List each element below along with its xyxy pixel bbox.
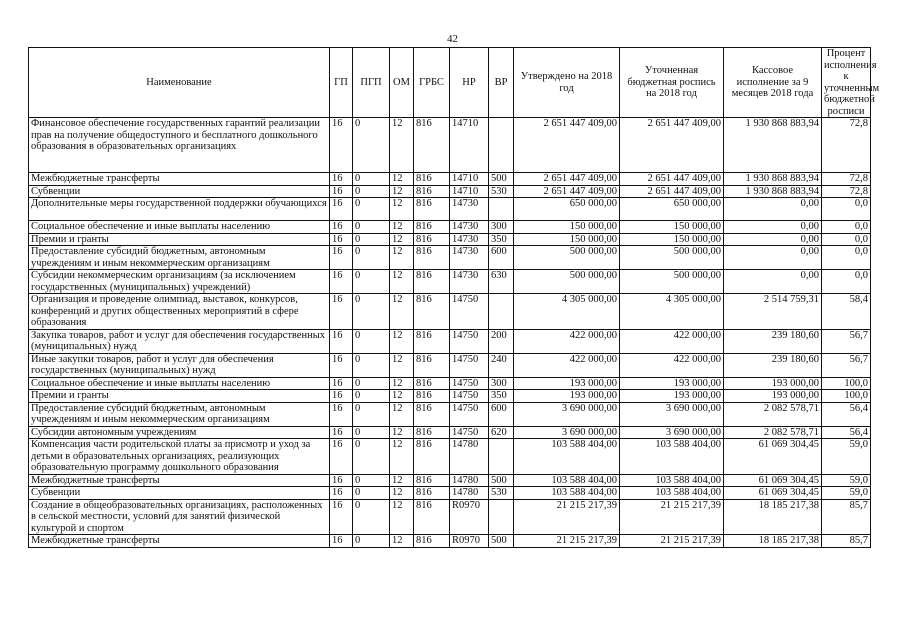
cell-nr: 14750 bbox=[450, 377, 489, 390]
cell-om: 12 bbox=[390, 270, 414, 294]
cell-nr: R0970 bbox=[450, 499, 489, 535]
header-name: Наименование bbox=[29, 48, 330, 118]
cell-executed: 61 069 304,45 bbox=[724, 439, 822, 475]
cell-pgp: 0 bbox=[353, 499, 390, 535]
cell-gp: 16 bbox=[330, 246, 353, 270]
table-row bbox=[29, 439, 871, 475]
cell-grbs: 816 bbox=[414, 474, 450, 487]
cell-refined: 4 305 000,00 bbox=[620, 294, 724, 330]
cell-name: Субсидии автономным учреждениям bbox=[29, 426, 330, 439]
cell-executed: 193 000,00 bbox=[724, 390, 822, 403]
cell-grbs: 816 bbox=[414, 294, 450, 330]
cell-name: Компенсация части родительской платы за присмотр и уход за детьми в образовательных организациях, реализующих образовательную программу дошкольного образования bbox=[29, 439, 330, 475]
cell-vr: 500 bbox=[489, 535, 514, 548]
cell-name: Закупка товаров, работ и услуг для обеспечения государственных (муниципальных) нужд bbox=[29, 329, 330, 353]
cell-approved: 103 588 404,00 bbox=[514, 439, 620, 475]
cell-pgp: 0 bbox=[353, 246, 390, 270]
cell-nr: 14730 bbox=[450, 221, 489, 234]
cell-approved: 422 000,00 bbox=[514, 353, 620, 377]
cell-pgp: 0 bbox=[353, 329, 390, 353]
cell-name: Межбюджетные трансферты bbox=[29, 173, 330, 186]
cell-nr: 14750 bbox=[450, 353, 489, 377]
cell-pgp: 0 bbox=[353, 185, 390, 198]
cell-executed: 193 000,00 bbox=[724, 377, 822, 390]
cell-vr: 350 bbox=[489, 390, 514, 403]
cell-gp: 16 bbox=[330, 233, 353, 246]
header-pgp: ПГП bbox=[353, 48, 390, 118]
cell-nr: 14780 bbox=[450, 474, 489, 487]
cell-refined: 103 588 404,00 bbox=[620, 474, 724, 487]
cell-pgp: 0 bbox=[353, 353, 390, 377]
table-row bbox=[29, 499, 871, 535]
cell-pgp: 0 bbox=[353, 426, 390, 439]
cell-name: Предоставление субсидий бюджетным, автономным учреждениям и иным некоммерческим организациям bbox=[29, 402, 330, 426]
cell-nr: 14730 bbox=[450, 233, 489, 246]
cell-grbs: 816 bbox=[414, 233, 450, 246]
cell-executed: 1 930 868 883,94 bbox=[724, 173, 822, 186]
cell-name: Субвенции bbox=[29, 487, 330, 500]
header-refined: Уточненная бюджетная роспись на 2018 год bbox=[620, 48, 724, 118]
cell-om: 12 bbox=[390, 198, 414, 221]
cell-refined: 500 000,00 bbox=[620, 246, 724, 270]
cell-vr bbox=[489, 118, 514, 173]
cell-grbs: 816 bbox=[414, 487, 450, 500]
cell-name: Премии и гранты bbox=[29, 390, 330, 403]
cell-om: 12 bbox=[390, 474, 414, 487]
cell-grbs: 816 bbox=[414, 329, 450, 353]
cell-vr: 530 bbox=[489, 185, 514, 198]
table-row bbox=[29, 535, 871, 548]
cell-pgp: 0 bbox=[353, 390, 390, 403]
cell-om: 12 bbox=[390, 329, 414, 353]
cell-executed: 239 180,60 bbox=[724, 329, 822, 353]
cell-nr: 14710 bbox=[450, 173, 489, 186]
cell-executed: 0,00 bbox=[724, 221, 822, 234]
table-row bbox=[29, 353, 871, 377]
cell-gp: 16 bbox=[330, 353, 353, 377]
cell-vr: 240 bbox=[489, 353, 514, 377]
cell-gp: 16 bbox=[330, 329, 353, 353]
cell-nr: 14780 bbox=[450, 487, 489, 500]
cell-nr: R0970 bbox=[450, 535, 489, 548]
cell-name: Предоставление субсидий бюджетным, автономным учреждениям и иным некоммерческим организациям bbox=[29, 246, 330, 270]
cell-percent: 0,0 bbox=[822, 198, 871, 221]
cell-nr: 14780 bbox=[450, 439, 489, 475]
cell-name: Субсидии некоммерческим организациям (за исключением государственных (муниципальных) учреждений) bbox=[29, 270, 330, 294]
cell-name: Социальное обеспечение и иные выплаты населению bbox=[29, 221, 330, 234]
header-om: ОМ bbox=[390, 48, 414, 118]
table-row bbox=[29, 402, 871, 426]
cell-pgp: 0 bbox=[353, 173, 390, 186]
cell-nr: 14730 bbox=[450, 246, 489, 270]
cell-nr: 14750 bbox=[450, 329, 489, 353]
cell-percent: 72,8 bbox=[822, 173, 871, 186]
cell-percent: 0,0 bbox=[822, 246, 871, 270]
cell-refined: 2 651 447 409,00 bbox=[620, 173, 724, 186]
table-header-row bbox=[29, 48, 871, 118]
cell-percent: 0,0 bbox=[822, 233, 871, 246]
cell-nr: 14750 bbox=[450, 390, 489, 403]
cell-nr: 14730 bbox=[450, 270, 489, 294]
table-row bbox=[29, 487, 871, 500]
cell-approved: 150 000,00 bbox=[514, 221, 620, 234]
cell-percent: 59,0 bbox=[822, 474, 871, 487]
header-percent: Процент исполнения к уточненным бюджетной росписи bbox=[822, 48, 871, 118]
cell-grbs: 816 bbox=[414, 118, 450, 173]
cell-approved: 103 588 404,00 bbox=[514, 487, 620, 500]
header-vr: ВР bbox=[489, 48, 514, 118]
cell-grbs: 816 bbox=[414, 270, 450, 294]
cell-vr: 600 bbox=[489, 246, 514, 270]
header-nr: НР bbox=[450, 48, 489, 118]
cell-om: 12 bbox=[390, 118, 414, 173]
cell-name: Субвенции bbox=[29, 185, 330, 198]
cell-grbs: 816 bbox=[414, 535, 450, 548]
cell-om: 12 bbox=[390, 173, 414, 186]
cell-percent: 72,8 bbox=[822, 185, 871, 198]
cell-executed: 2 082 578,71 bbox=[724, 426, 822, 439]
cell-vr: 530 bbox=[489, 487, 514, 500]
cell-percent: 85,7 bbox=[822, 535, 871, 548]
header-executed: Кассовое исполнение за 9 месяцев 2018 года bbox=[724, 48, 822, 118]
cell-vr: 200 bbox=[489, 329, 514, 353]
cell-gp: 16 bbox=[330, 487, 353, 500]
cell-approved: 422 000,00 bbox=[514, 329, 620, 353]
cell-om: 12 bbox=[390, 294, 414, 330]
cell-refined: 103 588 404,00 bbox=[620, 487, 724, 500]
table-row bbox=[29, 294, 871, 330]
cell-executed: 2 082 578,71 bbox=[724, 402, 822, 426]
cell-refined: 500 000,00 bbox=[620, 270, 724, 294]
cell-gp: 16 bbox=[330, 426, 353, 439]
cell-pgp: 0 bbox=[353, 198, 390, 221]
cell-grbs: 816 bbox=[414, 221, 450, 234]
table-row bbox=[29, 270, 871, 294]
cell-grbs: 816 bbox=[414, 353, 450, 377]
cell-refined: 650 000,00 bbox=[620, 198, 724, 221]
cell-refined: 3 690 000,00 bbox=[620, 426, 724, 439]
cell-percent: 0,0 bbox=[822, 221, 871, 234]
table-row bbox=[29, 246, 871, 270]
cell-name: Премии и гранты bbox=[29, 233, 330, 246]
cell-approved: 150 000,00 bbox=[514, 233, 620, 246]
cell-grbs: 816 bbox=[414, 439, 450, 475]
cell-refined: 2 651 447 409,00 bbox=[620, 185, 724, 198]
cell-executed: 2 514 759,31 bbox=[724, 294, 822, 330]
cell-executed: 239 180,60 bbox=[724, 353, 822, 377]
table-row bbox=[29, 390, 871, 403]
cell-percent: 56,4 bbox=[822, 426, 871, 439]
budget-execution-table bbox=[28, 47, 880, 548]
cell-percent: 85,7 bbox=[822, 499, 871, 535]
cell-vr: 500 bbox=[489, 474, 514, 487]
cell-gp: 16 bbox=[330, 173, 353, 186]
cell-vr: 350 bbox=[489, 233, 514, 246]
cell-vr: 600 bbox=[489, 402, 514, 426]
cell-pgp: 0 bbox=[353, 221, 390, 234]
table-row bbox=[29, 118, 871, 173]
cell-nr: 14750 bbox=[450, 294, 489, 330]
cell-pgp: 0 bbox=[353, 402, 390, 426]
cell-approved: 21 215 217,39 bbox=[514, 499, 620, 535]
cell-nr: 14730 bbox=[450, 198, 489, 221]
cell-gp: 16 bbox=[330, 221, 353, 234]
cell-pgp: 0 bbox=[353, 535, 390, 548]
cell-percent: 72,8 bbox=[822, 118, 871, 173]
cell-name: Иные закупки товаров, работ и услуг для обеспечения государственных (муниципальных) нужд bbox=[29, 353, 330, 377]
cell-refined: 150 000,00 bbox=[620, 221, 724, 234]
table-row bbox=[29, 221, 871, 234]
cell-om: 12 bbox=[390, 221, 414, 234]
table-row bbox=[29, 426, 871, 439]
cell-gp: 16 bbox=[330, 474, 353, 487]
cell-refined: 103 588 404,00 bbox=[620, 439, 724, 475]
cell-vr: 630 bbox=[489, 270, 514, 294]
cell-executed: 0,00 bbox=[724, 270, 822, 294]
cell-pgp: 0 bbox=[353, 270, 390, 294]
cell-om: 12 bbox=[390, 499, 414, 535]
cell-pgp: 0 bbox=[353, 233, 390, 246]
table-body bbox=[29, 118, 871, 548]
cell-name: Дополнительные меры государственной поддержки обучающихся bbox=[29, 198, 330, 221]
cell-om: 12 bbox=[390, 390, 414, 403]
header-gp: ГП bbox=[330, 48, 353, 118]
cell-percent: 56,7 bbox=[822, 353, 871, 377]
cell-approved: 500 000,00 bbox=[514, 246, 620, 270]
cell-percent: 0,0 bbox=[822, 270, 871, 294]
cell-percent: 59,0 bbox=[822, 487, 871, 500]
cell-refined: 3 690 000,00 bbox=[620, 402, 724, 426]
cell-vr: 300 bbox=[489, 377, 514, 390]
cell-vr bbox=[489, 499, 514, 535]
cell-grbs: 816 bbox=[414, 246, 450, 270]
cell-grbs: 816 bbox=[414, 377, 450, 390]
table-row bbox=[29, 377, 871, 390]
cell-vr: 500 bbox=[489, 173, 514, 186]
cell-executed: 0,00 bbox=[724, 198, 822, 221]
header-grbs: ГРБС bbox=[414, 48, 450, 118]
cell-name: Финансовое обеспечение государственных гарантий реализации прав на получение общедоступного и бесплатного дошкольного образования в образовательных организациях bbox=[29, 118, 330, 173]
cell-refined: 193 000,00 bbox=[620, 377, 724, 390]
table-row bbox=[29, 329, 871, 353]
cell-pgp: 0 bbox=[353, 377, 390, 390]
cell-pgp: 0 bbox=[353, 474, 390, 487]
cell-nr: 14750 bbox=[450, 426, 489, 439]
cell-nr: 14710 bbox=[450, 185, 489, 198]
cell-executed: 0,00 bbox=[724, 233, 822, 246]
page-number: 42 bbox=[447, 33, 458, 45]
cell-approved: 2 651 447 409,00 bbox=[514, 118, 620, 173]
cell-name: Социальное обеспечение и иные выплаты населению bbox=[29, 377, 330, 390]
cell-grbs: 816 bbox=[414, 185, 450, 198]
cell-om: 12 bbox=[390, 439, 414, 475]
table-row bbox=[29, 474, 871, 487]
cell-gp: 16 bbox=[330, 118, 353, 173]
cell-refined: 422 000,00 bbox=[620, 329, 724, 353]
cell-refined: 150 000,00 bbox=[620, 233, 724, 246]
cell-vr bbox=[489, 439, 514, 475]
table-row bbox=[29, 233, 871, 246]
cell-executed: 18 185 217,38 bbox=[724, 535, 822, 548]
cell-approved: 21 215 217,39 bbox=[514, 535, 620, 548]
cell-gp: 16 bbox=[330, 499, 353, 535]
cell-approved: 193 000,00 bbox=[514, 390, 620, 403]
cell-executed: 61 069 304,45 bbox=[724, 487, 822, 500]
cell-percent: 100,0 bbox=[822, 390, 871, 403]
cell-executed: 1 930 868 883,94 bbox=[724, 118, 822, 173]
cell-om: 12 bbox=[390, 487, 414, 500]
cell-approved: 2 651 447 409,00 bbox=[514, 185, 620, 198]
cell-om: 12 bbox=[390, 377, 414, 390]
cell-om: 12 bbox=[390, 246, 414, 270]
cell-name: Межбюджетные трансферты bbox=[29, 474, 330, 487]
cell-refined: 21 215 217,39 bbox=[620, 535, 724, 548]
cell-nr: 14710 bbox=[450, 118, 489, 173]
header-approved: Утверждено на 2018 год bbox=[514, 48, 620, 118]
cell-name: Организация и проведение олимпиад, выставок, конкурсов, конференций и других общественных мероприятий в сфере образования bbox=[29, 294, 330, 330]
cell-vr bbox=[489, 294, 514, 330]
cell-om: 12 bbox=[390, 233, 414, 246]
cell-name: Межбюджетные трансферты bbox=[29, 535, 330, 548]
cell-om: 12 bbox=[390, 353, 414, 377]
cell-percent: 100,0 bbox=[822, 377, 871, 390]
cell-gp: 16 bbox=[330, 439, 353, 475]
cell-approved: 103 588 404,00 bbox=[514, 474, 620, 487]
cell-approved: 3 690 000,00 bbox=[514, 426, 620, 439]
cell-pgp: 0 bbox=[353, 118, 390, 173]
table-row bbox=[29, 198, 871, 221]
cell-executed: 0,00 bbox=[724, 246, 822, 270]
cell-approved: 650 000,00 bbox=[514, 198, 620, 221]
cell-percent: 59,0 bbox=[822, 439, 871, 475]
cell-gp: 16 bbox=[330, 535, 353, 548]
cell-om: 12 bbox=[390, 535, 414, 548]
cell-grbs: 816 bbox=[414, 426, 450, 439]
table-row bbox=[29, 185, 871, 198]
cell-gp: 16 bbox=[330, 270, 353, 294]
cell-om: 12 bbox=[390, 426, 414, 439]
cell-approved: 500 000,00 bbox=[514, 270, 620, 294]
cell-grbs: 816 bbox=[414, 173, 450, 186]
cell-vr: 620 bbox=[489, 426, 514, 439]
cell-executed: 18 185 217,38 bbox=[724, 499, 822, 535]
cell-vr bbox=[489, 198, 514, 221]
cell-grbs: 816 bbox=[414, 390, 450, 403]
cell-approved: 2 651 447 409,00 bbox=[514, 173, 620, 186]
cell-gp: 16 bbox=[330, 185, 353, 198]
cell-gp: 16 bbox=[330, 390, 353, 403]
table-row bbox=[29, 173, 871, 186]
cell-om: 12 bbox=[390, 185, 414, 198]
cell-executed: 61 069 304,45 bbox=[724, 474, 822, 487]
cell-executed: 1 930 868 883,94 bbox=[724, 185, 822, 198]
cell-pgp: 0 bbox=[353, 487, 390, 500]
cell-percent: 56,7 bbox=[822, 329, 871, 353]
cell-pgp: 0 bbox=[353, 439, 390, 475]
cell-grbs: 816 bbox=[414, 499, 450, 535]
cell-grbs: 816 bbox=[414, 198, 450, 221]
cell-gp: 16 bbox=[330, 294, 353, 330]
cell-refined: 2 651 447 409,00 bbox=[620, 118, 724, 173]
cell-approved: 4 305 000,00 bbox=[514, 294, 620, 330]
cell-refined: 193 000,00 bbox=[620, 390, 724, 403]
cell-vr: 300 bbox=[489, 221, 514, 234]
cell-gp: 16 bbox=[330, 198, 353, 221]
cell-name: Создание в общеобразовательных организациях, расположенных в сельской местности, условий для занятий физической культурой и спортом bbox=[29, 499, 330, 535]
cell-gp: 16 bbox=[330, 402, 353, 426]
cell-pgp: 0 bbox=[353, 294, 390, 330]
cell-nr: 14750 bbox=[450, 402, 489, 426]
cell-percent: 56,4 bbox=[822, 402, 871, 426]
cell-om: 12 bbox=[390, 402, 414, 426]
cell-approved: 3 690 000,00 bbox=[514, 402, 620, 426]
cell-refined: 422 000,00 bbox=[620, 353, 724, 377]
cell-refined: 21 215 217,39 bbox=[620, 499, 724, 535]
cell-approved: 193 000,00 bbox=[514, 377, 620, 390]
cell-percent: 58,4 bbox=[822, 294, 871, 330]
cell-grbs: 816 bbox=[414, 402, 450, 426]
cell-gp: 16 bbox=[330, 377, 353, 390]
